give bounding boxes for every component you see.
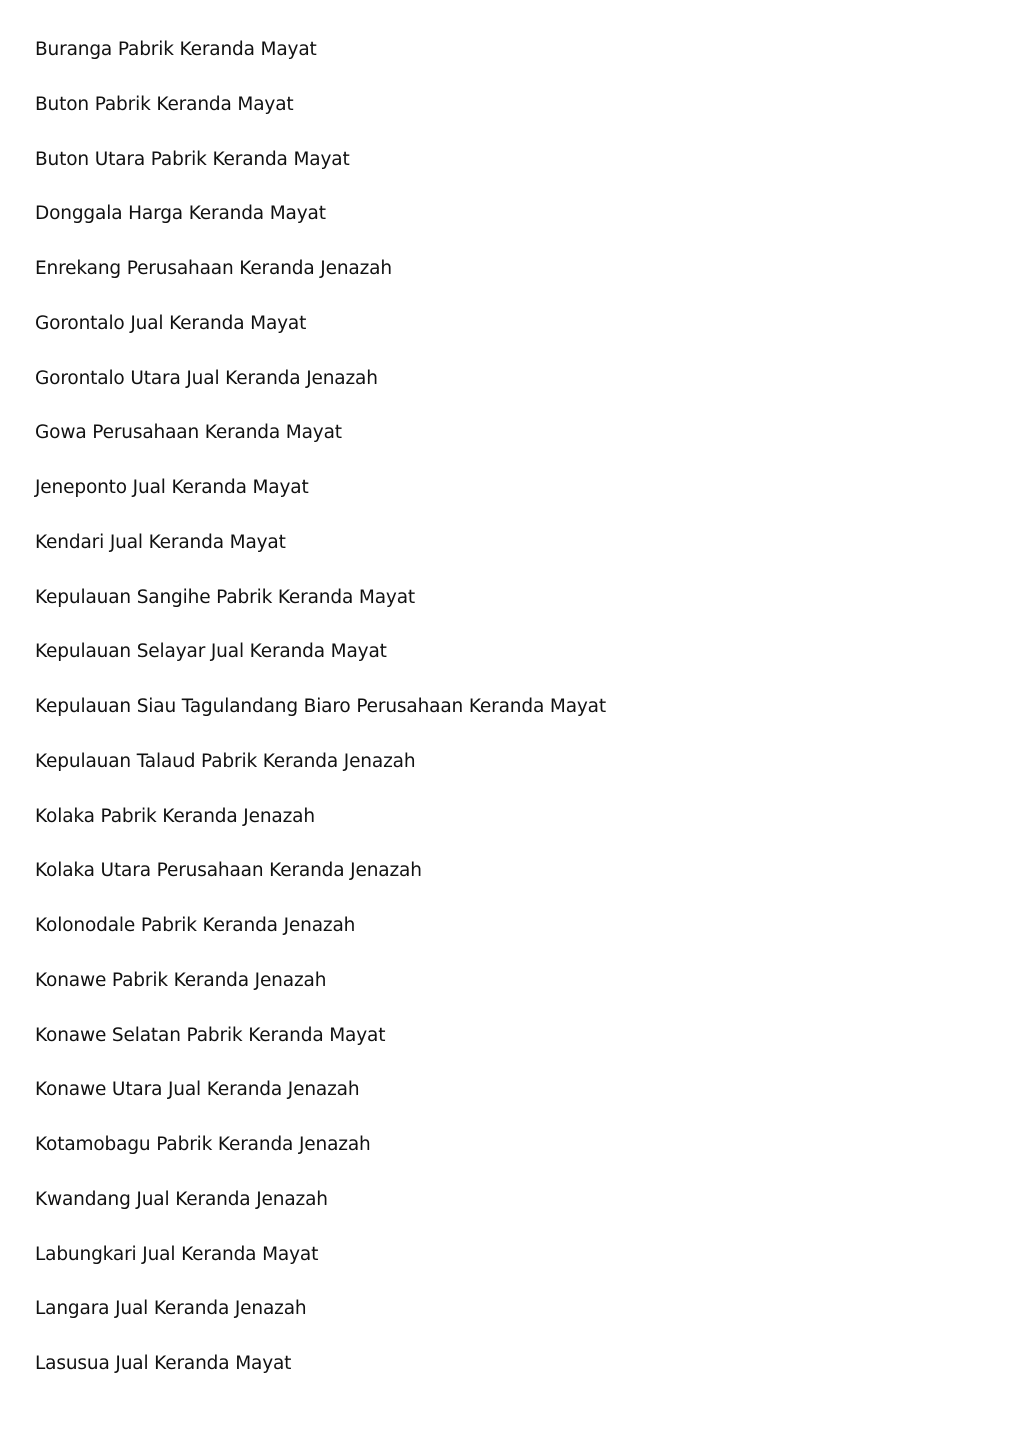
list-item: Kepulauan Selayar Jual Keranda Mayat xyxy=(35,641,387,663)
list-item: Kotamobagu Pabrik Keranda Jenazah xyxy=(35,1134,371,1155)
list-item: Kwandang Jual Keranda Jenazah xyxy=(35,1188,328,1210)
list-item: Kendari Jual Keranda Mayat xyxy=(35,531,286,553)
list-item: Konawe Utara Jual Keranda Jenazah xyxy=(35,1079,360,1101)
list-item: Labungkari Jual Keranda Mayat xyxy=(35,1243,319,1265)
list-item: Kepulauan Siau Tagulandang Biaro Perusahaan Keranda Mayat xyxy=(35,696,606,717)
list-item: Konawe Selatan Pabrik Keranda Mayat xyxy=(35,1024,386,1046)
list-item: Kepulauan Talaud Pabrik Keranda Jenazah xyxy=(35,750,416,772)
list-item: Kolaka Pabrik Keranda Jenazah xyxy=(35,805,315,827)
list-item: Jeneponto Jual Keranda Mayat xyxy=(35,477,309,498)
list-item: Donggala Harga Keranda Mayat xyxy=(35,203,326,225)
list-item: Langara Jual Keranda Jenazah xyxy=(35,1298,307,1320)
list-item: Kolonodale Pabrik Keranda Jenazah xyxy=(35,915,356,936)
list-item: Kepulauan Sangihe Pabrik Keranda Mayat xyxy=(35,586,415,608)
list-item: Enrekang Perusahaan Keranda Jenazah xyxy=(35,258,392,279)
list-item: Gorontalo Jual Keranda Mayat xyxy=(35,312,307,334)
list-item: Lasusua Jual Keranda Mayat xyxy=(35,1353,292,1374)
text-list xyxy=(35,35,985,1404)
list-item: Kolaka Utara Perusahaan Keranda Jenazah xyxy=(35,860,422,882)
list-item: Gorontalo Utara Jual Keranda Jenazah xyxy=(35,367,378,389)
list-item: Buton Pabrik Keranda Mayat xyxy=(35,93,294,115)
list-item: Konawe Pabrik Keranda Jenazah xyxy=(35,969,327,991)
list-item: Gowa Perusahaan Keranda Mayat xyxy=(35,422,342,444)
list-item: Buranga Pabrik Keranda Mayat xyxy=(35,39,317,60)
list-item: Buton Utara Pabrik Keranda Mayat xyxy=(35,148,350,170)
